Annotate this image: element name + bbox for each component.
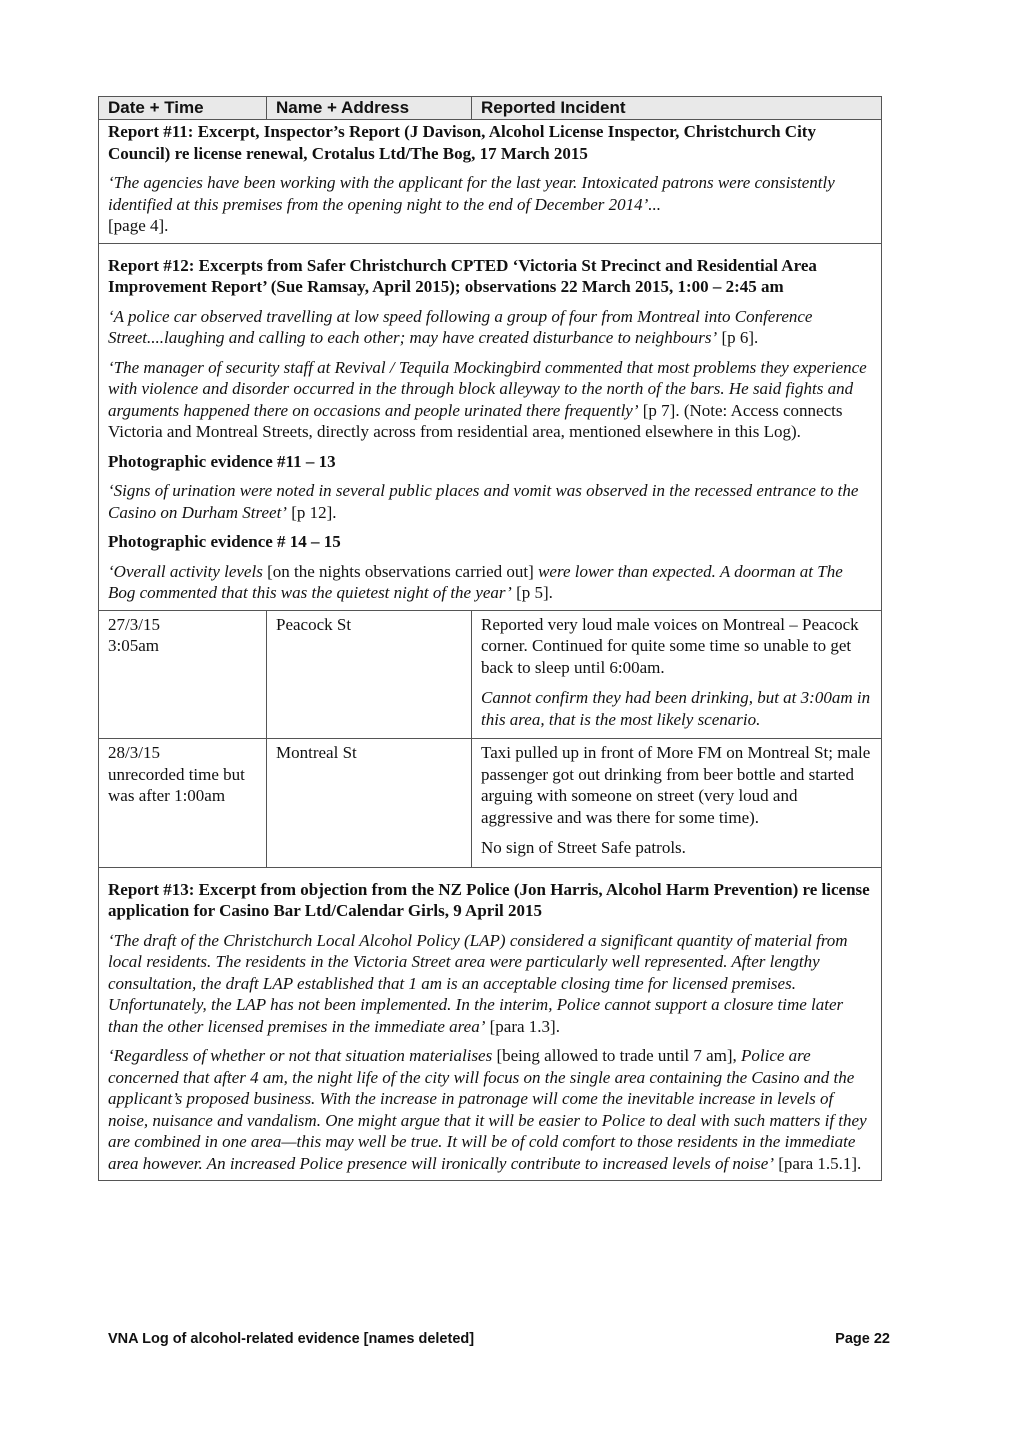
report-12-paragraph-3 bbox=[108, 480, 872, 523]
report-12-paragraph-1 bbox=[108, 306, 872, 349]
report-12-title: Report #12: Excerpts from Safer Christchurch CPTED ‘Victoria St Precinct and Residential Area Improvement Report’ (Sue Ramsay, April 2015); observations 22 March 2015, 1:00 – 2:45 am bbox=[108, 255, 817, 296]
report-12-p1-ref: [p 6]. bbox=[717, 328, 759, 347]
incident-note: No sign of Street Safe patrols. bbox=[481, 838, 686, 857]
footer-document-title: VNA Log of alcohol-related evidence [names deleted] bbox=[108, 1331, 475, 1347]
photo-evidence-heading-1: Photographic evidence #11 – 13 bbox=[108, 451, 336, 471]
evidence-log-table bbox=[98, 96, 882, 1181]
report-13-p2-quote-b: Police are concerned that after 4 am, the night life of the city will focus on the single area containing the Casino and the applicant’s proposed business. With the increase in patronage will come the inevitable increase in levels of noise, nuisance and vandalism. One might argue that it will be easier to Police to deal with such matters if they are combined in one area—this may well be true. It will be of cold comfort to those residents in the immediate area however. An increased Police presence will ironically contribute to increased levels of noise’ bbox=[108, 1046, 867, 1173]
incident-address: Montreal St bbox=[267, 739, 472, 868]
header-reported-incident: Reported Incident bbox=[472, 97, 882, 120]
report-11-ref: [page 4]. bbox=[108, 216, 169, 235]
incident-description: Reported very loud male voices on Montreal – Peacock corner. Continued for quite some time so unable to get back to sleep until 6:00am. bbox=[481, 614, 859, 677]
report-12-p2-ref: [p 7]. (Note: Access connects Victoria and Montreal Streets, directly across from residential area, mentioned elsewhere in this Log). bbox=[108, 400, 843, 441]
report-12-row bbox=[99, 243, 882, 610]
report-12-p4-ref: [p 5]. bbox=[511, 583, 553, 602]
table-header-row bbox=[99, 97, 882, 120]
incident-note: Cannot confirm they had been drinking, but at 3:00am in this area, that is the most likely scenario. bbox=[481, 688, 871, 729]
report-13-paragraph-2 bbox=[108, 1045, 872, 1174]
report-13-p1-quote: ‘The draft of the Christchurch Local Alcohol Policy (LAP) considered a significant quantity of material from local residents. The residents in the Victoria Street area were particularly well represented. After lengthy consultation, the draft LAP established that 1 am is an acceptable closing time for licensed premises. Unfortunately, the LAP has not been implemented. In the interim, Police cannot support a closure time later than the other licensed premises in the immediate area’ bbox=[108, 930, 848, 1036]
header-date-time: Date + Time bbox=[99, 97, 267, 120]
report-12-paragraph-2 bbox=[108, 357, 872, 443]
report-11-quote-paragraph bbox=[108, 172, 872, 237]
incident-description-cell bbox=[472, 610, 882, 739]
report-12-p4-plain: [on the nights observations carried out] bbox=[262, 561, 539, 581]
report-12-paragraph-4 bbox=[108, 561, 872, 604]
report-12-cell bbox=[99, 243, 882, 610]
footer-page-number: Page 22 bbox=[835, 1331, 890, 1347]
report-12-p1-quote: ‘A police car observed travelling at low speed following a group of four from Montreal into Conference Street....laughing and calling to each other; may have created disturbance to neighbours’ bbox=[108, 306, 813, 347]
report-12-p2-quote: ‘The manager of security staff at Revival / Tequila Mockingbird commented that most problems they experience with violence and disorder occurred in the through block alleyway to the north of the bars. He said fights and arguments happened there on occasions and people urinated there frequently’ bbox=[108, 357, 867, 420]
report-11-quote: ‘The agencies have been working with the applicant for the last year. Intoxicated patrons were consistently identified at this premises from the opening night to the end of December 2014’... bbox=[108, 173, 835, 214]
report-13-row bbox=[99, 867, 882, 1181]
report-13-title: Report #13: Excerpt from objection from the NZ Police (Jon Harris, Alcohol Harm Prevention) re license application for Casino Bar Ltd/Calendar Girls, 9 April 2015 bbox=[108, 879, 870, 920]
report-11-row bbox=[99, 120, 882, 244]
incident-row bbox=[99, 739, 882, 868]
incident-row bbox=[99, 610, 882, 739]
page-footer bbox=[108, 1331, 890, 1351]
report-13-p2-plain: [being allowed to trade until 7 am], bbox=[492, 1046, 742, 1065]
incident-date-time: 28/3/15 unrecorded time but was after 1:00am bbox=[99, 739, 267, 868]
photo-evidence-heading-2: Photographic evidence # 14 – 15 bbox=[108, 532, 341, 551]
report-13-cell bbox=[99, 867, 882, 1181]
incident-address: Peacock St bbox=[267, 610, 472, 739]
report-13-p2-quote-a: ‘Regardless of whether or not that situation materialises bbox=[108, 1046, 493, 1065]
incident-description: Taxi pulled up in front of More FM on Montreal St; male passenger got out drinking from beer bottle and started arguing with someone on street (very loud and aggressive and was there for some time). bbox=[481, 743, 871, 827]
report-12-p4-quote-a: ‘Overall activity levels bbox=[108, 561, 263, 581]
report-12-p3-quote: ‘Signs of urination were noted in several public places and vomit was observed in the recessed entrance to the Casino on Durham Street’ bbox=[108, 481, 859, 522]
incident-date-time: 27/3/15 3:05am bbox=[99, 610, 267, 739]
header-name-address: Name + Address bbox=[267, 97, 472, 120]
report-11-title: Report #11: Excerpt, Inspector’s Report (J Davison, Alcohol License Inspector, Christchurch City Council) re license renewal, Crotalus Ltd/The Bog, 17 March 2015 bbox=[108, 122, 816, 163]
report-13-p1-ref: [para 1.3]. bbox=[485, 1016, 560, 1036]
report-11-cell bbox=[99, 120, 882, 244]
report-12-p4-quote-b: were lower than expected. A doorman at The Bog commented that this was the quietest night of the year’ bbox=[108, 561, 843, 602]
report-12-p3-ref: [p 12]. bbox=[286, 502, 337, 522]
report-13-paragraph-1 bbox=[108, 930, 872, 1038]
incident-description-cell bbox=[472, 739, 882, 868]
report-13-p2-ref: [para 1.5.1]. bbox=[773, 1153, 862, 1173]
